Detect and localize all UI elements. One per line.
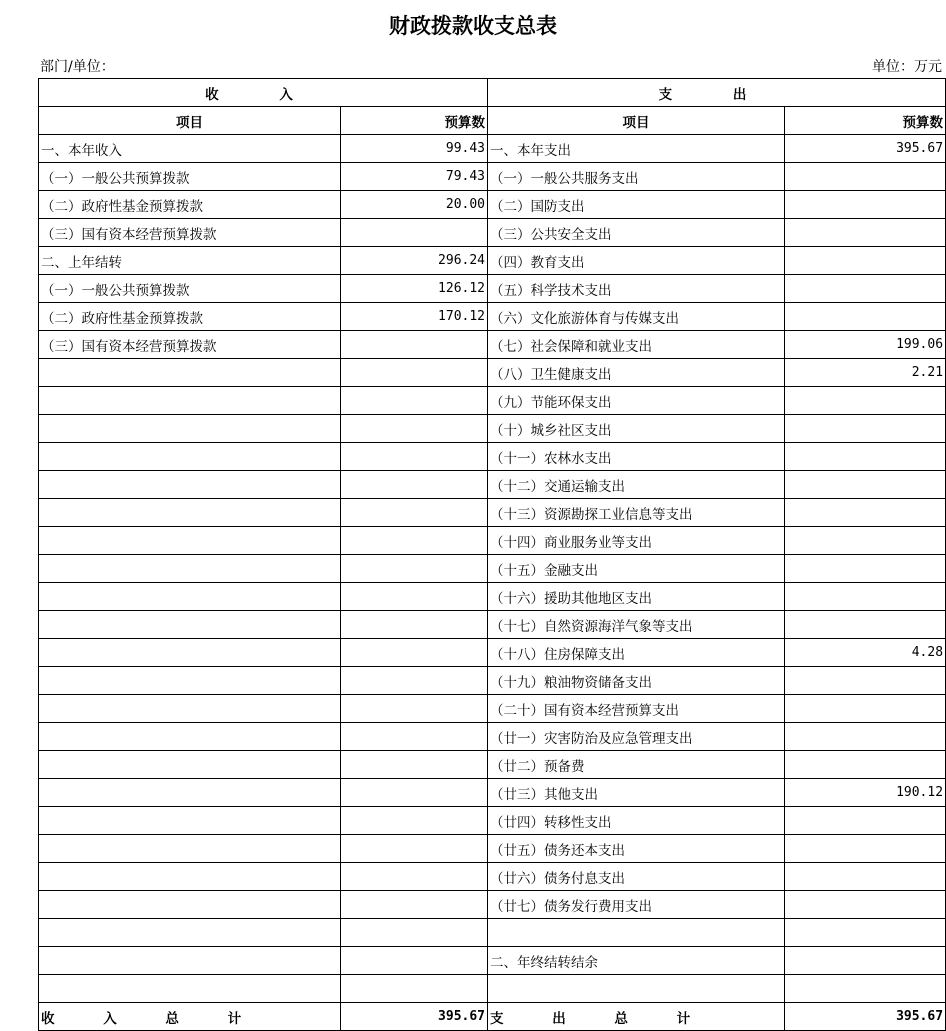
expense-item-cell: （廿七）债务发行费用支出 (488, 891, 785, 919)
income-amount-cell (341, 723, 488, 751)
expense-amount-cell (785, 527, 946, 555)
expense-item-cell: （廿一）灾害防治及应急管理支出 (488, 723, 785, 751)
income-item-cell (39, 471, 341, 499)
income-item-cell (39, 639, 341, 667)
expense-item-cell: （五）科学技术支出 (488, 275, 785, 303)
expense-item-cell: （廿三）其他支出 (488, 779, 785, 807)
income-amount-cell (341, 667, 488, 695)
expense-amount-cell (785, 387, 946, 415)
expense-amount-cell (785, 415, 946, 443)
expense-amount-cell: 190.12 (785, 779, 946, 807)
expense-amount-cell (785, 695, 946, 723)
expense-amount-cell (785, 919, 946, 947)
income-item-cell (39, 863, 341, 891)
income-item-cell (39, 387, 341, 415)
income-amount-cell: 296.24 (341, 247, 488, 275)
income-item-cell: 二、上年结转 (39, 247, 341, 275)
income-amount-cell: 126.12 (341, 275, 488, 303)
table-row (39, 499, 946, 527)
income-item-cell (39, 975, 341, 1003)
expense-item-cell: （一）一般公共服务支出 (488, 163, 785, 191)
income-item-header: 项目 (39, 107, 341, 135)
income-item-cell (39, 807, 341, 835)
expense-item-cell: （八）卫生健康支出 (488, 359, 785, 387)
income-item-cell (39, 919, 341, 947)
expense-item-cell: （廿四）转移性支出 (488, 807, 785, 835)
expense-amount-cell (785, 443, 946, 471)
expense-item-cell: 二、年终结转结余 (488, 947, 785, 975)
income-amount-cell (341, 499, 488, 527)
table-row (39, 163, 946, 191)
income-total-amount: 395.67 (341, 1003, 488, 1031)
expense-item-cell: （十）城乡社区支出 (488, 415, 785, 443)
income-amount-cell (341, 443, 488, 471)
income-item-cell (39, 723, 341, 751)
income-item-cell (39, 751, 341, 779)
table-row (39, 863, 946, 891)
expense-item-cell: （二）国防支出 (488, 191, 785, 219)
income-amount-cell (341, 947, 488, 975)
income-amount-cell (341, 387, 488, 415)
income-item-cell (39, 779, 341, 807)
expense-item-cell: （十六）援助其他地区支出 (488, 583, 785, 611)
expense-amount-cell: 199.06 (785, 331, 946, 359)
table-row (39, 331, 946, 359)
expense-amount-cell (785, 835, 946, 863)
table-row (39, 611, 946, 639)
header-row-columns (39, 107, 946, 135)
table-row (39, 723, 946, 751)
income-item-cell (39, 583, 341, 611)
unit-label: 单位：万元 (872, 59, 942, 75)
income-amount-cell (341, 611, 488, 639)
income-amount-cell (341, 751, 488, 779)
table-row (39, 471, 946, 499)
table-row (39, 527, 946, 555)
table-row (39, 555, 946, 583)
expense-amount-cell (785, 891, 946, 919)
income-amount-cell (341, 863, 488, 891)
expense-amount-cell (785, 163, 946, 191)
expense-item-cell: （十二）交通运输支出 (488, 471, 785, 499)
table-row (39, 919, 946, 947)
expense-item-cell: （二十）国有资本经营预算支出 (488, 695, 785, 723)
income-amount-cell (341, 219, 488, 247)
table-row (39, 303, 946, 331)
income-item-cell (39, 359, 341, 387)
table-row (39, 807, 946, 835)
expense-amount-cell (785, 499, 946, 527)
table-row (39, 639, 946, 667)
table-row (39, 387, 946, 415)
table-row (39, 275, 946, 303)
income-item-cell: （一）一般公共预算拨款 (39, 275, 341, 303)
expense-item-cell: （十八）住房保障支出 (488, 639, 785, 667)
income-amount-cell: 79.43 (341, 163, 488, 191)
expense-amount-cell: 2.21 (785, 359, 946, 387)
income-item-cell: 一、本年收入 (39, 135, 341, 163)
table-row (39, 751, 946, 779)
income-amount-cell (341, 835, 488, 863)
expense-item-cell: （廿五）债务还本支出 (488, 835, 785, 863)
expense-amount-cell (785, 191, 946, 219)
expense-item-cell: （十九）粮油物资储备支出 (488, 667, 785, 695)
expense-item-cell: （六）文化旅游体育与传媒支出 (488, 303, 785, 331)
table-row (39, 443, 946, 471)
table-row (39, 583, 946, 611)
table-row (39, 359, 946, 387)
table-row (39, 891, 946, 919)
income-budget-header: 预算数 (341, 107, 488, 135)
income-amount-cell (341, 331, 488, 359)
income-amount-cell (341, 779, 488, 807)
expense-item-cell: （廿六）债务付息支出 (488, 863, 785, 891)
income-item-cell (39, 499, 341, 527)
expense-amount-cell (785, 303, 946, 331)
header-row-sections (39, 79, 946, 107)
income-item-cell (39, 891, 341, 919)
income-item-cell (39, 667, 341, 695)
table-row (39, 191, 946, 219)
expense-amount-cell (785, 583, 946, 611)
budget-table (38, 78, 946, 1031)
income-amount-cell (341, 639, 488, 667)
table-row (39, 779, 946, 807)
expense-amount-cell (785, 611, 946, 639)
expense-item-cell: （七）社会保障和就业支出 (488, 331, 785, 359)
expense-amount-cell: 4.28 (785, 639, 946, 667)
expense-item-cell: （十四）商业服务业等支出 (488, 527, 785, 555)
table-row (39, 219, 946, 247)
income-item-cell: （二）政府性基金预算拨款 (39, 303, 341, 331)
income-amount-cell: 20.00 (341, 191, 488, 219)
expense-amount-cell (785, 219, 946, 247)
expense-amount-cell (785, 555, 946, 583)
expense-amount-cell: 395.67 (785, 135, 946, 163)
income-amount-cell (341, 359, 488, 387)
expense-budget-header: 预算数 (785, 107, 946, 135)
income-amount-cell (341, 975, 488, 1003)
income-section-header: 收 入 (39, 79, 488, 107)
income-item-cell: （三）国有资本经营预算拨款 (39, 331, 341, 359)
income-amount-cell (341, 471, 488, 499)
income-item-cell (39, 527, 341, 555)
page-title: 财政拨款收支总表 (389, 13, 557, 38)
income-item-cell (39, 695, 341, 723)
expense-amount-cell (785, 863, 946, 891)
expense-item-cell: （十七）自然资源海洋气象等支出 (488, 611, 785, 639)
table-row (39, 247, 946, 275)
table-row (39, 667, 946, 695)
income-amount-cell (341, 919, 488, 947)
income-total-label: 收 入 总 计 (39, 1003, 341, 1031)
expense-item-cell: （十三）资源勘探工业信息等支出 (488, 499, 785, 527)
income-amount-cell (341, 807, 488, 835)
income-amount-cell: 99.43 (341, 135, 488, 163)
income-item-cell (39, 835, 341, 863)
income-item-cell (39, 611, 341, 639)
table-row (39, 975, 946, 1003)
income-item-cell (39, 415, 341, 443)
income-amount-cell (341, 583, 488, 611)
expense-item-header: 项目 (488, 107, 785, 135)
expense-amount-cell (785, 751, 946, 779)
table-row (39, 695, 946, 723)
expense-item-cell: （四）教育支出 (488, 247, 785, 275)
income-item-cell: （一）一般公共预算拨款 (39, 163, 341, 191)
table-body (39, 135, 946, 1003)
expense-item-cell: （十一）农林水支出 (488, 443, 785, 471)
table-row (39, 135, 946, 163)
income-item-cell: （三）国有资本经营预算拨款 (39, 219, 341, 247)
expense-total-label: 支 出 总 计 (488, 1003, 785, 1031)
income-item-cell (39, 947, 341, 975)
expense-amount-cell (785, 247, 946, 275)
expense-item-cell: （十五）金融支出 (488, 555, 785, 583)
expense-amount-cell (785, 471, 946, 499)
income-amount-cell (341, 555, 488, 583)
total-row (39, 1003, 946, 1031)
expense-item-cell: 一、本年支出 (488, 135, 785, 163)
expense-amount-cell (785, 275, 946, 303)
income-item-cell (39, 443, 341, 471)
income-amount-cell (341, 527, 488, 555)
expense-total-amount: 395.67 (785, 1003, 946, 1031)
table-row (39, 835, 946, 863)
expense-amount-cell (785, 947, 946, 975)
expense-amount-cell (785, 807, 946, 835)
income-amount-cell (341, 891, 488, 919)
income-amount-cell: 170.12 (341, 303, 488, 331)
expense-item-cell: （九）节能环保支出 (488, 387, 785, 415)
income-amount-cell (341, 415, 488, 443)
expense-item-cell: （廿二）预备费 (488, 751, 785, 779)
expense-amount-cell (785, 975, 946, 1003)
table-row (39, 415, 946, 443)
income-item-cell: （二）政府性基金预算拨款 (39, 191, 341, 219)
expense-amount-cell (785, 667, 946, 695)
expense-item-cell: （三）公共安全支出 (488, 219, 785, 247)
table-row (39, 947, 946, 975)
income-amount-cell (341, 695, 488, 723)
department-label: 部门/单位： (40, 59, 115, 75)
expense-item-cell (488, 975, 785, 1003)
expense-section-header: 支 出 (488, 79, 946, 107)
income-item-cell (39, 555, 341, 583)
expense-item-cell (488, 919, 785, 947)
expense-amount-cell (785, 723, 946, 751)
